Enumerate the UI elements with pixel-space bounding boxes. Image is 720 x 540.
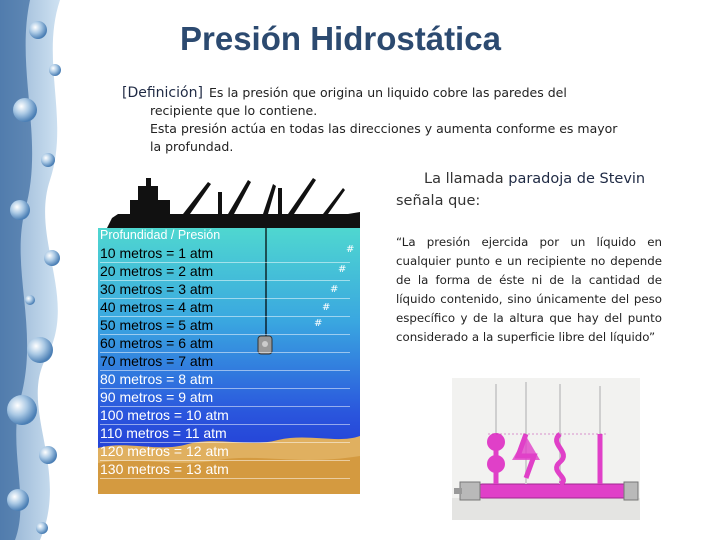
svg-text:#: #	[338, 264, 347, 275]
definition-block	[122, 84, 637, 156]
depth-row: 110 metros = 11 atm	[100, 425, 350, 443]
definition-line-4: la profundad.	[150, 139, 234, 154]
depth-row: 50 metros = 5 atm	[100, 317, 350, 335]
depth-row: 60 metros = 6 atm	[100, 335, 350, 353]
stevin-paradox-term: paradoja de Stevin	[508, 171, 646, 187]
stevin-quote: “La presión ejercida por un líquido en cualquier punto e un recipiente no depende de la forma de éste ni de la cantidad de líquido contenido, sino únicamente del peso específico y de la altura que hay del punto considerado a la superficie libre del líquido”	[396, 235, 662, 344]
stevin-post: señala que:	[396, 193, 481, 209]
depth-row: 90 metros = 9 atm	[100, 389, 350, 407]
depth-row: 10 metros = 1 atm	[100, 245, 350, 263]
depth-row: 40 metros = 4 atm	[100, 299, 350, 317]
definition-line-1: Es la presión que origina un liquido cobre las paredes del	[208, 85, 567, 100]
definition-line-2: recipiente que lo contiene.	[150, 103, 318, 118]
svg-text:#: #	[330, 284, 339, 295]
depth-row: 70 metros = 7 atm	[100, 353, 350, 371]
definition-label: [Definición]	[122, 85, 203, 101]
decorative-bubbles	[0, 0, 100, 540]
depth-row: 80 metros = 8 atm	[100, 371, 350, 389]
depth-header: Profundidad / Presión	[100, 228, 221, 242]
stevin-intro	[396, 168, 688, 212]
definition-line-3: Esta presión actúa en todas las direcciones y aumenta conforme es mayor	[150, 121, 618, 136]
svg-text:#: #	[322, 302, 331, 313]
svg-text:#: #	[314, 318, 323, 329]
communicating-vessels-image	[452, 378, 640, 520]
depth-row: 20 metros = 2 atm	[100, 263, 350, 281]
depth-row: 120 metros = 12 atm	[100, 443, 350, 461]
depth-row: 100 metros = 10 atm	[100, 407, 350, 425]
svg-text:#: #	[346, 244, 355, 255]
depth-row: 30 metros = 3 atm	[100, 281, 350, 299]
slide-title: Presión Hidrostática	[180, 20, 501, 57]
depth-row: 130 metros = 13 atm	[100, 461, 350, 479]
stevin-pre: La llamada	[424, 171, 509, 187]
